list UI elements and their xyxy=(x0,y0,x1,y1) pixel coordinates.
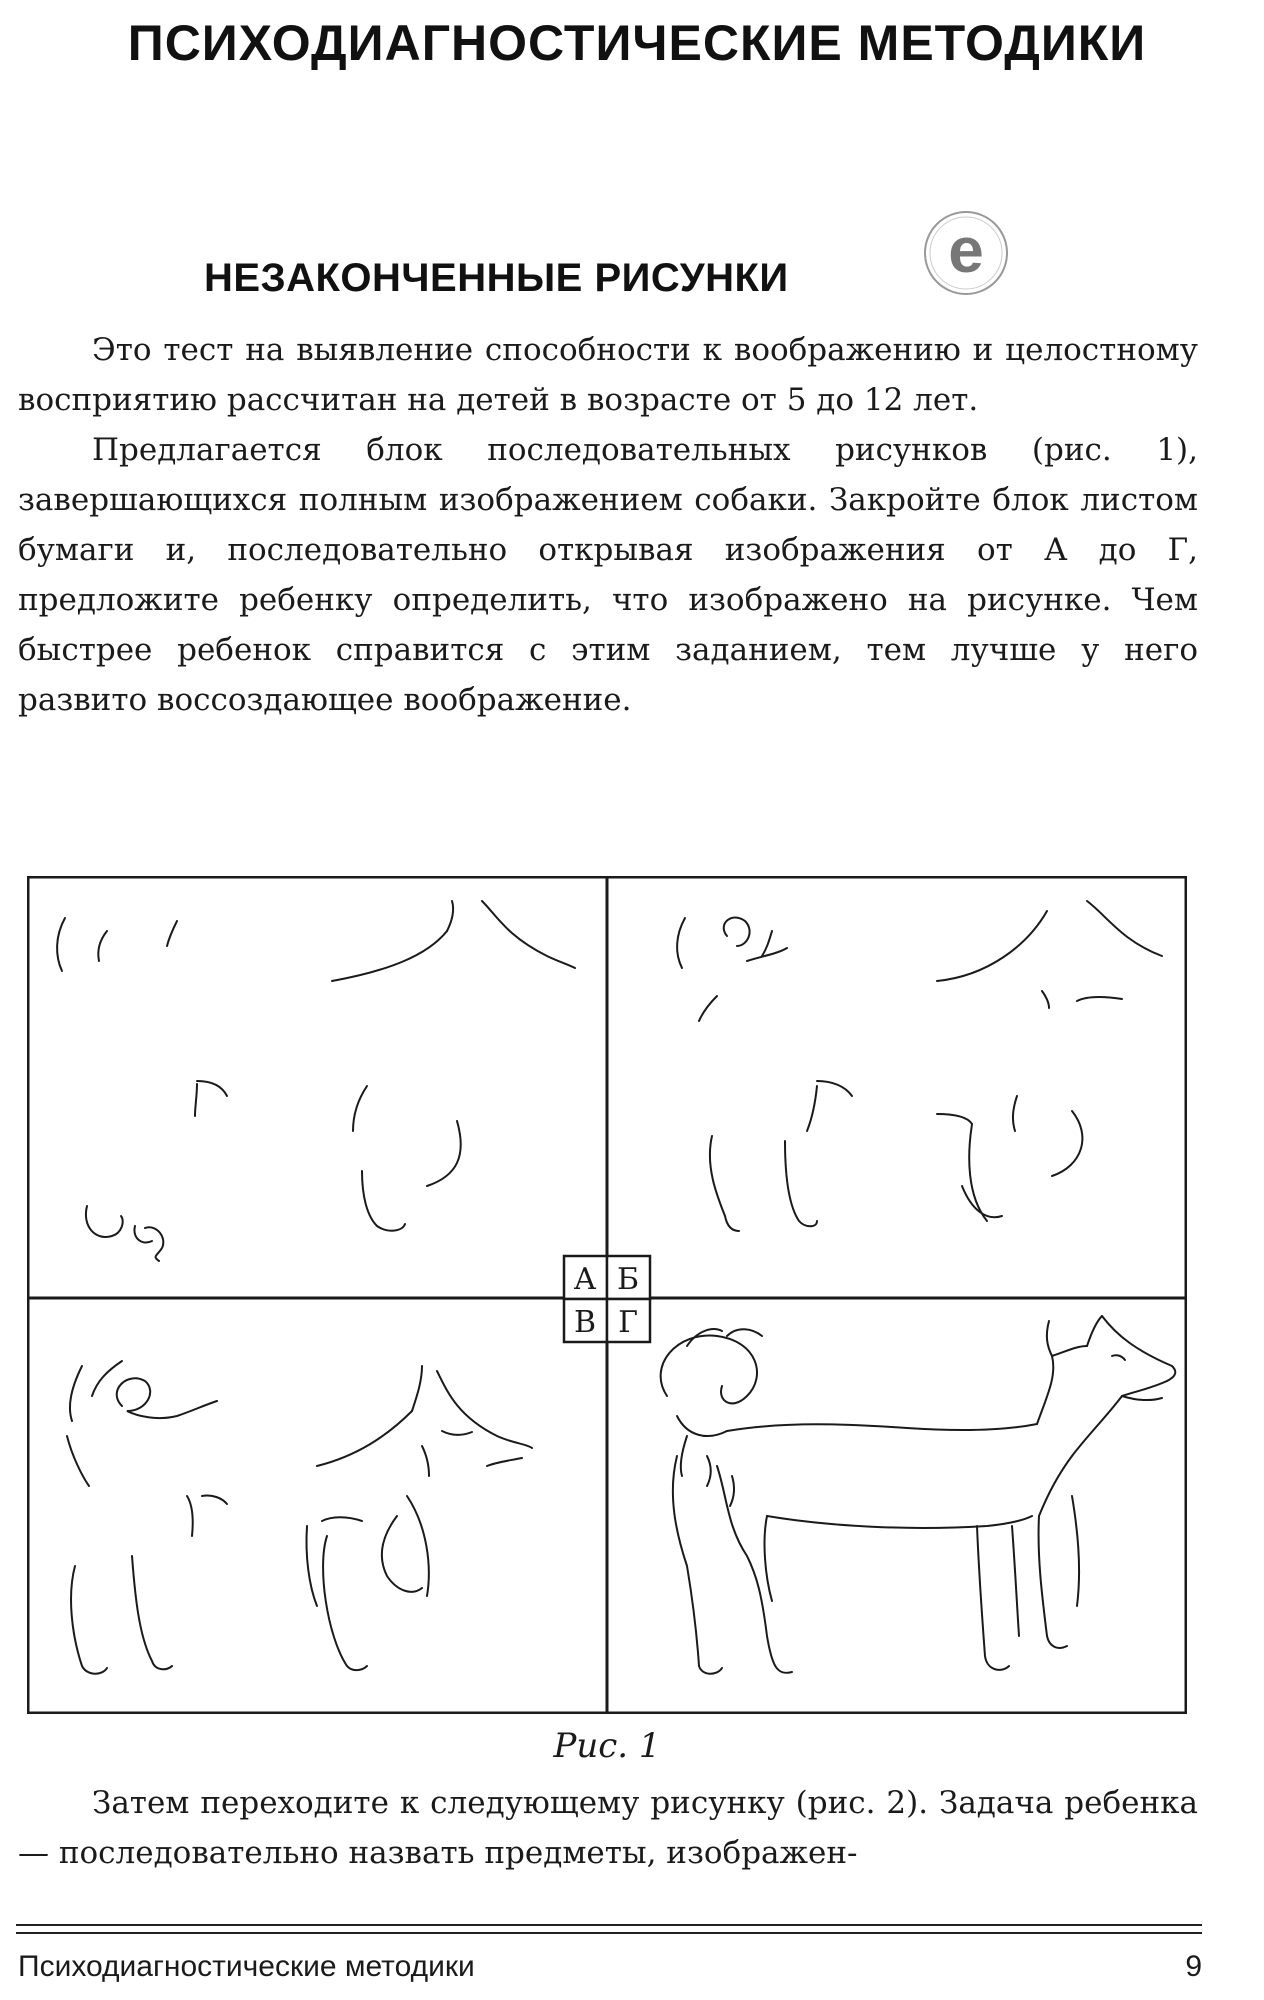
panel-a-drawing xyxy=(57,901,575,1261)
running-head: ПСИХОДИАГНОСТИЧЕСКИЕ МЕТОДИКИ xyxy=(127,15,1147,71)
quadrant-label-g: Г xyxy=(618,1305,638,1340)
badge-letter: e xyxy=(948,214,984,286)
panel-d-drawing xyxy=(661,1316,1176,1674)
quadrant-label-a: А xyxy=(573,1262,597,1297)
quadrant-label-v: В xyxy=(573,1305,597,1340)
section-title: НЕЗАКОНЧЕННЫЕ РИСУНКИ xyxy=(204,256,789,300)
figure-dog-sequence xyxy=(27,876,1187,1714)
footer-rule-bottom xyxy=(16,1932,1202,1934)
footer-title: Психодиагностические методики xyxy=(18,1950,475,1983)
panel-b-drawing xyxy=(677,901,1162,1231)
electronic-resource-icon xyxy=(923,210,1009,296)
paragraph-intro: Это тест на выявление способности к воображению и целостному восприятию рассчитан на детей в возрасте от 5 до 12 лет. xyxy=(18,332,1198,418)
footer-rule-top xyxy=(16,1924,1202,1926)
intro-text xyxy=(18,325,1198,725)
quadrant-label-b: Б xyxy=(616,1262,640,1297)
paragraph-instructions: Предлагается блок последовательных рисунков (рис. 1), завершающихся полным изображением собаки. Закройте блок листом бумаги и, последовательно открывая изображения от А до Г, предложите ребенку определить, что изображено на рисунке. Чем быстрее ребенок справится с этим заданием, тем лучше у него развито воссоздающее воображение. xyxy=(18,432,1198,718)
page-number: 9 xyxy=(1185,1950,1202,1983)
continuation-text xyxy=(18,1778,1198,1878)
paragraph-next-figure: Затем переходите к следующему рисунку (рис. 2). Задача ребенка — последовательно назвать предметы, изображен- xyxy=(18,1785,1198,1871)
panel-c-drawing xyxy=(67,1361,532,1674)
figure-caption: Рис. 1 xyxy=(553,1726,661,1766)
